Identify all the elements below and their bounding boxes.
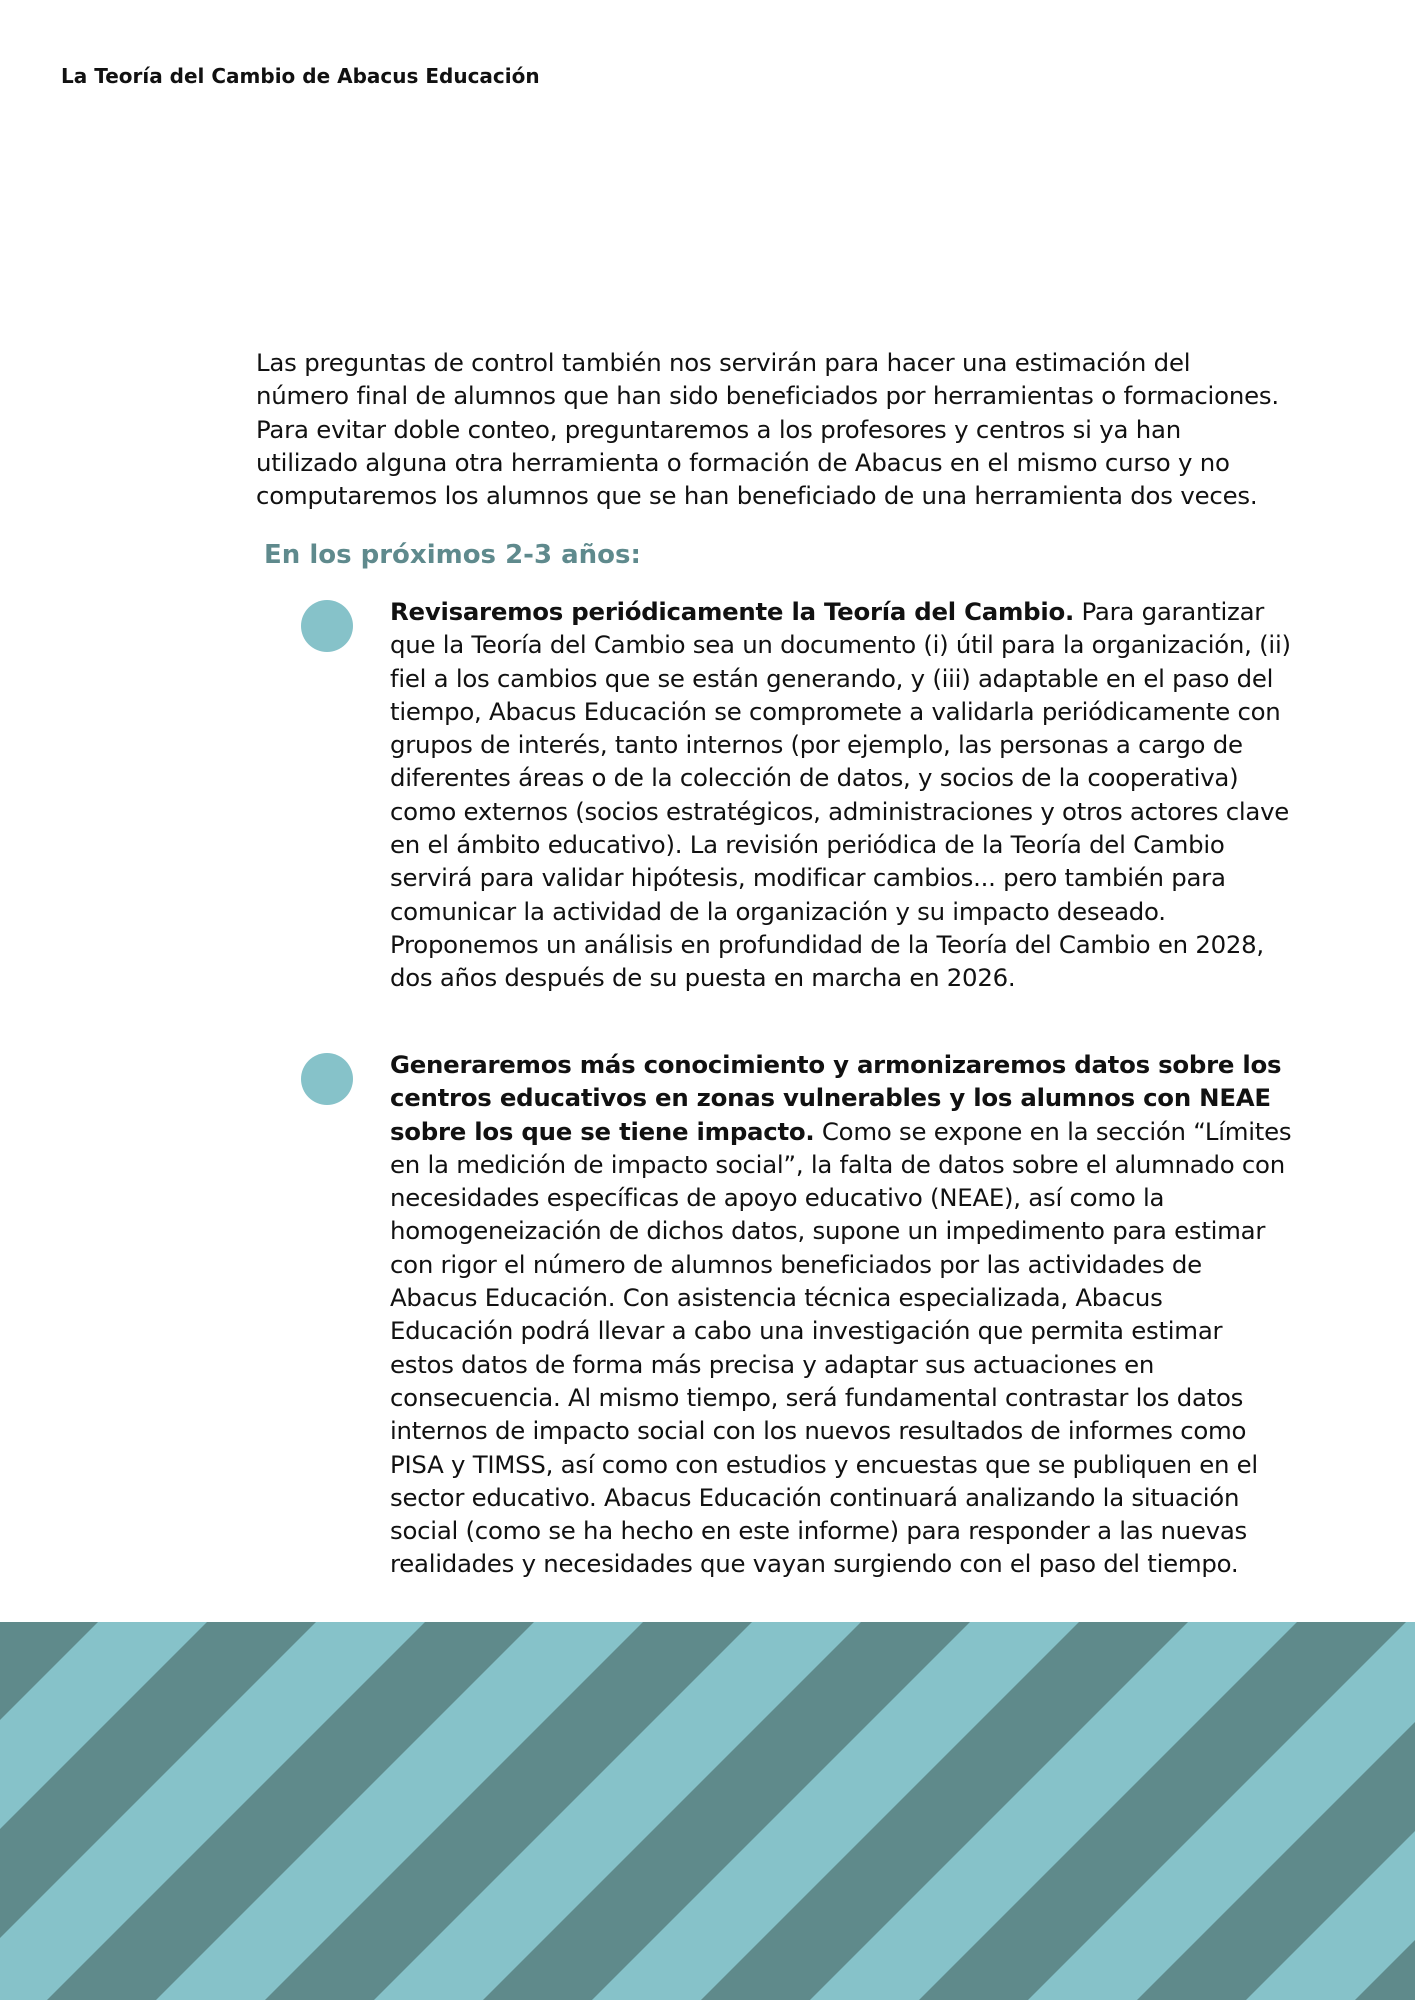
bullet-text [390,1048,1292,1581]
running-header: La Teoría del Cambio de Abacus Educación [61,64,540,88]
diagonal-stripes-decoration [0,1622,1415,2000]
bullet-dot-icon [301,1053,353,1105]
bullet-lead: Generaremos más conocimiento y armonizaremos datos sobre los centros educativos en zonas vulnerables y los alumnos con NEAE sobre los que se tiene impacto. [390,1050,1282,1146]
bullet-body: Para garantizar que la Teoría del Cambio sea un documento (i) útil para la organización, (ii) fiel a los cambios que se están generando, y (iii) adaptable en el paso del tiempo, Abacus Educación se compromete a validarla periódicamente con grupos de interés, tanto internos (por ejemplo, las personas a cargo de diferentes áreas o de la colección de datos, y socios de la cooperativa) como externos (socios estratégicos, administraciones y otros actores clave en el ámbito educativo). La revisión periódica de la Teoría del Cambio servirá para validar hipótesis, modificar cambios... pero también para comunicar la actividad de la organización y su impacto deseado. Proponemos un análisis en profundidad de la Teoría del Cambio en 2028, dos años después de su puesta en marcha en 2026. [390,597,1291,993]
bullet-lead: Revisaremos periódicamente la Teoría del Cambio. [390,597,1075,626]
bullet-text [390,595,1292,995]
bullet-body: Como se expone en la sección “Límites en la medición de impacto social”, la falta de datos sobre el alumnado con necesidades específicas de apoyo educativo (NEAE), así como la homogeneización de dichos datos, supone un impedimento para estimar con rigor el número de alumnos beneficiados por las actividades de Abacus Educación. Con asistencia técnica especializada, Abacus Educación podrá llevar a cabo una investigación que permita estimar estos datos de forma más precisa y adaptar sus actuaciones en consecuencia. Al mismo tiempo, será fundamental contrastar los datos internos de impacto social con los nuevos resultados de informes como PISA y TIMSS, así como con estudios y encuestas que se publiquen en el sector educativo. Abacus Educación continuará analizando la situación social (como se ha hecho en este informe) para responder a las nuevas realidades y necesidades que vayan surgiendo con el paso del tiempo. [390,1116,1292,1579]
bullet-dot-icon [301,600,353,652]
intro-paragraph: Las preguntas de control también nos servirán para hacer una estimación del número final de alumnos que han sido beneficiados por herramientas o formaciones. Para evitar doble conteo, preguntaremos a los profesores y centros si ya han utilizado alguna otra herramienta o formación de Abacus en el mismo curso y no computaremos los alumnos que se han beneficiado de una herramienta dos veces. [256,348,1279,511]
section-heading: En los próximos 2-3 años: [264,540,641,570]
